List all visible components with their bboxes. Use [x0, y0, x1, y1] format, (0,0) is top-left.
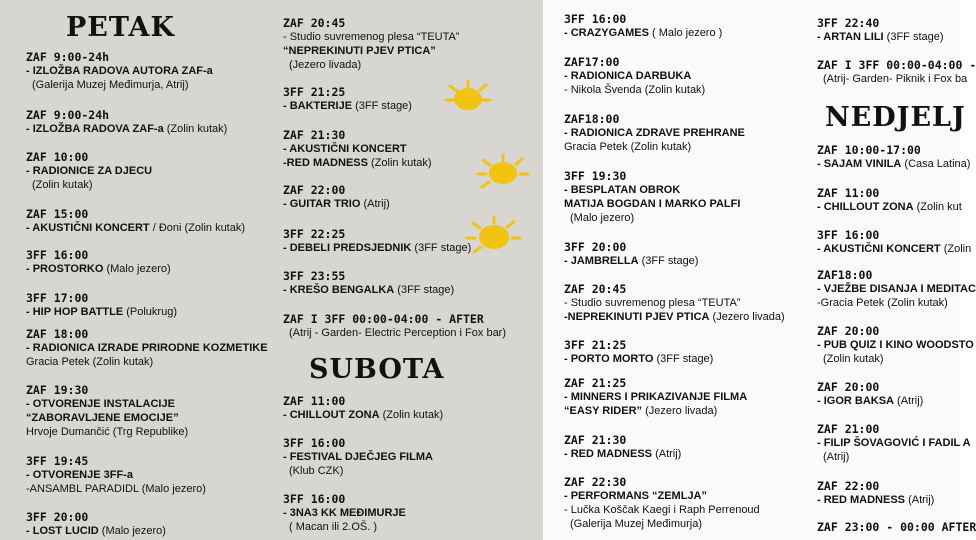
- event-title: - OTVORENJE INSTALACIJE: [26, 398, 175, 410]
- event-time: ZAF I 3FF 00:00-04:00 - AFTER: [283, 312, 484, 326]
- event-line: [564, 69, 705, 83]
- event-item: [564, 376, 747, 418]
- event-time: 3FF 19:30: [564, 169, 627, 183]
- event-time: ZAF 22:00: [817, 479, 880, 493]
- event-time: ZAF 9:00-24h: [26, 108, 110, 122]
- event-item: [26, 291, 177, 319]
- event-line: [26, 355, 268, 369]
- event-line: [26, 341, 268, 355]
- event-item: [564, 55, 705, 97]
- event-item: [26, 207, 245, 235]
- event-time: 3FF 20:00: [26, 510, 89, 524]
- event-line: [26, 122, 227, 136]
- event-line: [564, 489, 760, 503]
- day-heading-nedjelja: NEDJELJ: [825, 102, 966, 133]
- event-title: - RED MADNESS: [564, 448, 653, 460]
- event-line: [283, 450, 433, 464]
- event-item: [26, 248, 171, 276]
- event-item: [817, 479, 934, 507]
- event-title: -RED MADNESS: [283, 157, 368, 169]
- event-line: [283, 197, 390, 211]
- event-item: [817, 16, 944, 44]
- event-item: [26, 510, 166, 538]
- event-venue: (3FF stage): [653, 353, 714, 365]
- event-line: [564, 126, 745, 140]
- event-line: [283, 30, 459, 44]
- event-line: [817, 394, 923, 408]
- event-venue: (Casa Latina): [901, 158, 971, 170]
- event-time: ZAF 19:30: [26, 383, 89, 397]
- event-title: - 3NA3 KK MEĐIMURJE: [283, 507, 406, 519]
- event-title: - PORTO MORTO: [564, 353, 654, 365]
- event-line: [564, 352, 713, 366]
- event-line: [26, 221, 245, 235]
- event-title: - SAJAM VINILA: [817, 158, 902, 170]
- event-venue: (Malo jezero): [570, 212, 635, 224]
- event-line: [564, 447, 681, 461]
- event-line: [564, 211, 740, 225]
- event-venue: ( Malo jezero ): [648, 27, 723, 39]
- event-line: [283, 408, 443, 422]
- event-line: [817, 493, 934, 507]
- event-item: [26, 327, 268, 369]
- event-time: 3FF 20:00: [564, 240, 627, 254]
- event-item: [817, 422, 971, 464]
- event-line: [283, 44, 459, 58]
- event-item: [817, 228, 971, 256]
- event-item: [283, 269, 454, 297]
- event-venue: (Jezero livada): [709, 311, 785, 323]
- event-title: - LOST LUCID: [26, 525, 99, 537]
- event-title: - IGOR BAKSA: [817, 395, 894, 407]
- event-venue: (Malo jezero): [98, 525, 166, 537]
- event-item: [564, 475, 760, 531]
- event-venue: (Galerija Muzej Međimurja, Atrij): [32, 79, 189, 91]
- event-title: - RADIONICA DARBUKA: [564, 70, 692, 82]
- event-title: - VJEŽBE DISANJA I MEDITAC: [817, 283, 976, 295]
- event-time: ZAF17:00: [564, 55, 620, 69]
- event-item: [564, 282, 785, 324]
- event-line: [283, 464, 433, 478]
- event-time: 3FF 22:40: [817, 16, 880, 30]
- right-panel: [543, 0, 976, 540]
- event-venue: (Zolin kutak): [32, 179, 93, 191]
- event-time: ZAF 21:30: [283, 128, 346, 142]
- event-item: [283, 492, 406, 534]
- day-heading-petak: PETAK: [66, 12, 175, 43]
- event-title: - KREŠO BENGALKA: [283, 284, 395, 296]
- event-line: [564, 254, 698, 268]
- event-title: - PUB QUIZ I KINO WOODSTO: [817, 339, 974, 351]
- event-venue: (Malo jezero): [103, 263, 171, 275]
- event-venue: (Zolin kutak): [379, 409, 444, 421]
- event-time: ZAF 11:00: [817, 186, 880, 200]
- event-line: [564, 390, 747, 404]
- event-venue: ( Macan ili 2.OŠ. ): [289, 521, 378, 533]
- event-item: [564, 338, 713, 366]
- event-line: [26, 397, 188, 411]
- event-title: “NEPREKINUTI PJEV PTICA”: [283, 45, 436, 57]
- event-title: - FILIP ŠOVAGOVIĆ I FADIL A: [817, 437, 971, 449]
- event-line: [564, 503, 760, 517]
- event-title: - BESPLATAN OBROK: [564, 184, 681, 196]
- event-title: - IZLOŽBA RADOVA ZAF-a: [26, 123, 164, 135]
- event-time: ZAF 22:30: [564, 475, 627, 489]
- event-title: - JAMBRELLA: [564, 255, 639, 267]
- event-line: [26, 78, 213, 92]
- event-time: ZAF 18:00: [26, 327, 89, 341]
- event-line: [817, 72, 976, 86]
- event-time: 3FF 22:25: [283, 227, 346, 241]
- event-venue: (Jezero livada): [642, 405, 718, 417]
- event-line: [283, 326, 506, 340]
- event-title: - CHILLOUT ZONA: [283, 409, 380, 421]
- event-item: [26, 383, 188, 439]
- event-time: ZAF 22:00: [283, 183, 346, 197]
- event-title: - AKUSTIČNI KONCERT: [26, 222, 150, 234]
- event-item: [817, 186, 962, 214]
- event-time: ZAF 20:00: [817, 324, 880, 338]
- event-title: -NEPREKINUTI PJEV PTICA: [564, 311, 710, 323]
- event-venue: (Atrij): [652, 448, 682, 460]
- event-title: - RADIONICA ZDRAVE PREHRANE: [564, 127, 745, 139]
- event-line: [564, 296, 785, 310]
- event-line: [283, 58, 459, 72]
- event-time: 3FF 16:00: [283, 492, 346, 506]
- event-line: [564, 404, 747, 418]
- event-venue: (Atrij): [905, 494, 935, 506]
- event-item: [283, 128, 432, 170]
- event-line: [26, 468, 206, 482]
- event-line: [26, 178, 152, 192]
- event-item: [283, 16, 459, 72]
- event-item: [817, 324, 974, 366]
- event-time: 3FF 16:00: [564, 12, 627, 26]
- event-venue: (3FF stage): [883, 31, 944, 43]
- event-venue: (Atrij - Garden- Electric Perception i Fox bar): [289, 327, 507, 339]
- event-title: - DEBELI PREDSJEDNIK: [283, 242, 412, 254]
- event-line: [817, 200, 962, 214]
- event-line: [283, 520, 406, 534]
- event-time: ZAF18:00: [817, 268, 873, 282]
- event-line: [26, 482, 206, 496]
- event-line: [817, 450, 971, 464]
- event-time: ZAF 9:00-24h: [26, 50, 110, 64]
- event-time: 3FF 21:25: [564, 338, 627, 352]
- event-line: [283, 506, 406, 520]
- event-time: 3FF 16:00: [283, 436, 346, 450]
- event-item: [283, 436, 433, 478]
- event-venue: (3FF stage): [352, 100, 412, 112]
- event-item: [283, 183, 390, 211]
- event-time: ZAF 10:00-17:00: [817, 143, 921, 157]
- event-line: [817, 296, 976, 310]
- event-venue: (Galerija Muzej Međimurja): [570, 518, 703, 530]
- event-title: - CHILLOUT ZONA: [817, 201, 914, 213]
- day-heading-subota: SUBOTA: [309, 354, 445, 385]
- event-item: [26, 454, 206, 496]
- sun-icon: [440, 78, 498, 116]
- event-venue: - Studio suvremenog plesa “TEUTA”: [564, 297, 741, 309]
- event-title: - MINNERS I PRIKAZIVANJE FILMA: [564, 391, 748, 403]
- event-time: ZAF 20:45: [564, 282, 627, 296]
- event-item: [26, 50, 213, 92]
- event-venue: (Polukrug): [123, 306, 177, 318]
- event-line: [283, 99, 412, 113]
- event-time: ZAF 15:00: [26, 207, 89, 221]
- event-time: ZAF18:00: [564, 112, 620, 126]
- event-venue: (3FF stage): [411, 242, 472, 254]
- event-venue: - Nikola Švenda (Zolin kutak): [564, 84, 706, 96]
- event-title: - RED MADNESS: [817, 494, 906, 506]
- event-venue: - Lučka Koščak Kaegi i Raph Perrenoud: [564, 504, 760, 516]
- event-line: [564, 140, 745, 154]
- event-line: [283, 142, 432, 156]
- event-line: [817, 338, 974, 352]
- event-item: [564, 433, 681, 461]
- event-venue: (Zolin: [940, 243, 972, 255]
- event-venue: / Đoni (Zolin kutak): [149, 222, 246, 234]
- event-title: - CRAZYGAMES: [564, 27, 649, 39]
- event-line: [26, 164, 152, 178]
- event-item: [817, 520, 976, 534]
- event-item: [283, 227, 471, 255]
- event-venue: Hrvoje Dumančić (Trg Republike): [26, 426, 189, 438]
- sun-icon: [474, 154, 532, 192]
- event-venue: (Zolin kutak): [163, 123, 228, 135]
- event-venue: (Atrij): [823, 451, 850, 463]
- event-title: - HIP HOP BATTLE: [26, 306, 124, 318]
- sun-icon: [462, 214, 524, 258]
- event-time: ZAF 21:00: [817, 422, 880, 436]
- event-item: [817, 143, 970, 171]
- event-item: [817, 380, 923, 408]
- event-line: [283, 241, 471, 255]
- event-title: - PERFORMANS “ZEMLJA”: [564, 490, 707, 502]
- event-line: [817, 157, 970, 171]
- event-title: - IZLOŽBA RADOVA AUTORA ZAF-a: [26, 65, 213, 77]
- event-line: [817, 352, 974, 366]
- event-line: [817, 436, 971, 450]
- event-time: 3FF 19:45: [26, 454, 89, 468]
- event-title: - AKUSTIČNI KONCERT: [283, 143, 407, 155]
- event-line: [26, 524, 166, 538]
- event-line: [283, 283, 454, 297]
- event-time: ZAF 21:25: [564, 376, 627, 390]
- event-item: [564, 240, 698, 268]
- event-title: “EASY RIDER”: [564, 405, 643, 417]
- event-item: [283, 85, 412, 113]
- event-title: - PROSTORKO: [26, 263, 104, 275]
- event-item: [564, 112, 745, 154]
- event-line: [26, 64, 213, 78]
- event-venue: Gracia Petek (Zolin kutak): [564, 141, 692, 153]
- event-line: [564, 26, 722, 40]
- event-venue: (Jezero livada): [289, 59, 362, 71]
- event-title: - RADIONICE ZA DJECU: [26, 165, 153, 177]
- event-item: [564, 12, 722, 40]
- event-line: [564, 517, 760, 531]
- event-venue: (Atrij): [360, 198, 390, 210]
- event-venue: Gracia Petek (Zolin kutak): [26, 356, 154, 368]
- event-time: 3FF 23:55: [283, 269, 346, 283]
- event-time: 3FF 21:25: [283, 85, 346, 99]
- event-time: 3FF 16:00: [26, 248, 89, 262]
- event-title: - BAKTERIJE: [283, 100, 353, 112]
- event-line: [564, 183, 740, 197]
- event-line: [564, 310, 785, 324]
- event-title: MATIJA BOGDAN I MARKO PALFI: [564, 198, 741, 210]
- event-line: [817, 30, 944, 44]
- event-line: [564, 83, 705, 97]
- event-item: [817, 268, 976, 310]
- event-time: ZAF 11:00: [283, 394, 346, 408]
- event-time: ZAF 10:00: [26, 150, 89, 164]
- event-venue: (Atrij): [894, 395, 924, 407]
- event-title: - AKUSTIČNI KONCERT: [817, 243, 941, 255]
- event-item: [564, 169, 740, 225]
- event-time: ZAF 20:00: [817, 380, 880, 394]
- event-time: 3FF 17:00: [26, 291, 89, 305]
- event-line: [283, 156, 432, 170]
- event-title: - RADIONICA IZRADE PRIRODNE KOZMETIKE: [26, 342, 268, 354]
- event-item: [283, 394, 443, 422]
- event-venue: - Studio suvremenog plesa “TEUTA”: [283, 31, 460, 43]
- event-venue: (Zolin kutak): [367, 157, 432, 169]
- event-item: [26, 108, 227, 136]
- event-venue: (Atrij- Garden- Piknik i Fox ba: [823, 73, 968, 85]
- event-item: [26, 150, 152, 192]
- event-title: - ARTAN LILI: [817, 31, 884, 43]
- event-line: [26, 411, 188, 425]
- event-venue: (3FF stage): [394, 284, 455, 296]
- event-line: [564, 197, 740, 211]
- event-venue: -ANSAMBL PARADIDL (Malo jezero): [26, 483, 206, 495]
- event-venue: (Zolin kutak): [823, 353, 884, 365]
- event-line: [26, 425, 188, 439]
- event-time: ZAF 21:30: [564, 433, 627, 447]
- event-line: [817, 242, 971, 256]
- event-item: [817, 58, 976, 86]
- event-title: - FESTIVAL DJEČJEG FILMA: [283, 451, 433, 463]
- event-line: [817, 282, 976, 296]
- event-line: [26, 305, 177, 319]
- event-time: ZAF I 3FF 00:00-04:00 -: [817, 58, 976, 72]
- event-title: - OTVORENJE 3FF-a: [26, 469, 133, 481]
- event-time: ZAF 23:00 - 00:00 AFTER: [817, 520, 976, 534]
- event-title: - GUITAR TRIO: [283, 198, 361, 210]
- event-venue: (Zolin kut: [913, 201, 962, 213]
- event-title: “ZABORAVLJENE EMOCIJE”: [26, 412, 179, 424]
- event-time: ZAF 20:45: [283, 16, 346, 30]
- event-venue: -Gracia Petek (Zolin kutak): [817, 297, 948, 309]
- event-venue: (Klub CZK): [289, 465, 344, 477]
- event-time: 3FF 16:00: [817, 228, 880, 242]
- event-venue: (3FF stage): [638, 255, 699, 267]
- event-line: [26, 262, 171, 276]
- event-item: [283, 312, 506, 340]
